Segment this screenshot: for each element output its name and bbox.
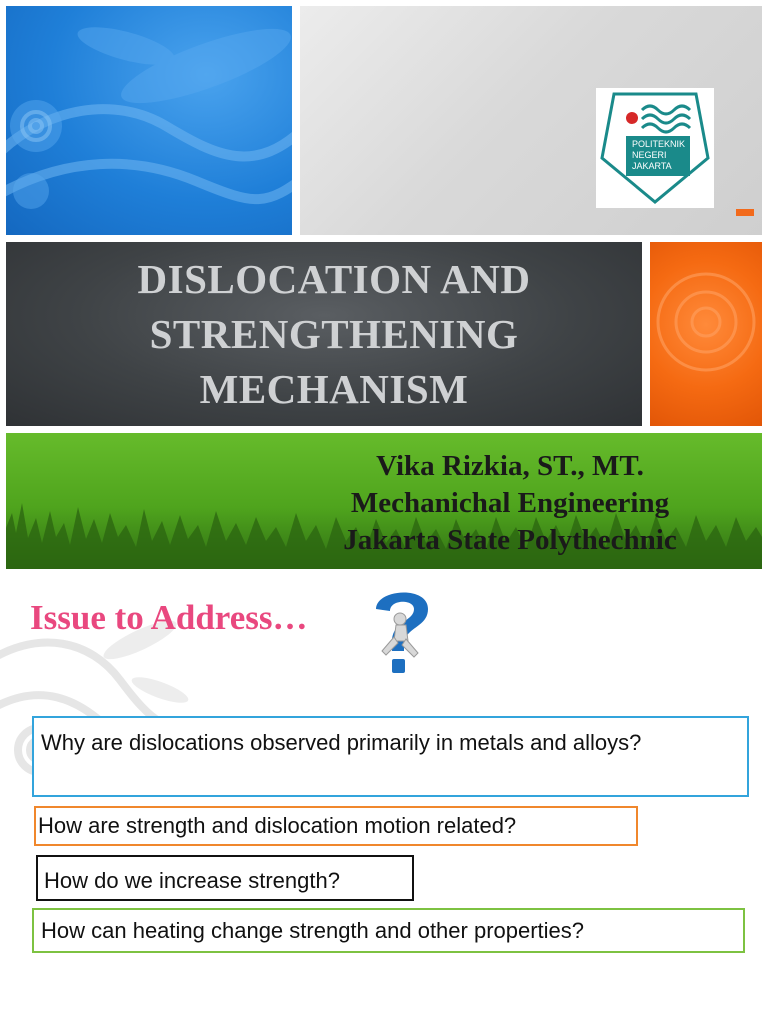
title-panel	[6, 242, 642, 426]
question-box-4: How can heating change strength and other properties?	[32, 908, 745, 953]
question-mark-figure-icon	[362, 585, 442, 685]
author-name: Vika Rizkia, ST., MT.	[376, 450, 644, 482]
title-line-3: MECHANISM	[199, 365, 469, 412]
question-box-3: How do we increase strength?	[36, 855, 414, 901]
question-box-1: Why are dislocations observed primarily in metals and alloys?	[32, 716, 749, 797]
logo-line-2: NEGERI	[632, 150, 667, 160]
author-institution: Jakarta State Polythechnic	[343, 524, 677, 556]
question-box-2: How are strength and dislocation motion related?	[34, 806, 638, 846]
politeknik-logo	[596, 88, 714, 208]
orange-circles-decoration	[650, 242, 762, 426]
title-line-1: DISLOCATION AND	[137, 255, 531, 302]
blue-swirl-decoration	[6, 6, 292, 235]
orange-accent-tick	[736, 209, 754, 216]
logo-line-1: POLITEKNIK	[632, 139, 686, 149]
orange-decorative-panel	[650, 242, 762, 426]
slide-title	[138, 252, 531, 417]
blue-decorative-panel	[6, 6, 292, 235]
issue-heading: Issue to Address…	[30, 598, 308, 637]
polytechnic-logo-icon	[596, 88, 714, 208]
author-department: Mechanichal Engineering	[350, 487, 670, 519]
author-info	[310, 448, 710, 559]
logo-line-3: JAKARTA	[632, 161, 672, 171]
title-line-2: STRENGTHENING	[149, 310, 519, 357]
